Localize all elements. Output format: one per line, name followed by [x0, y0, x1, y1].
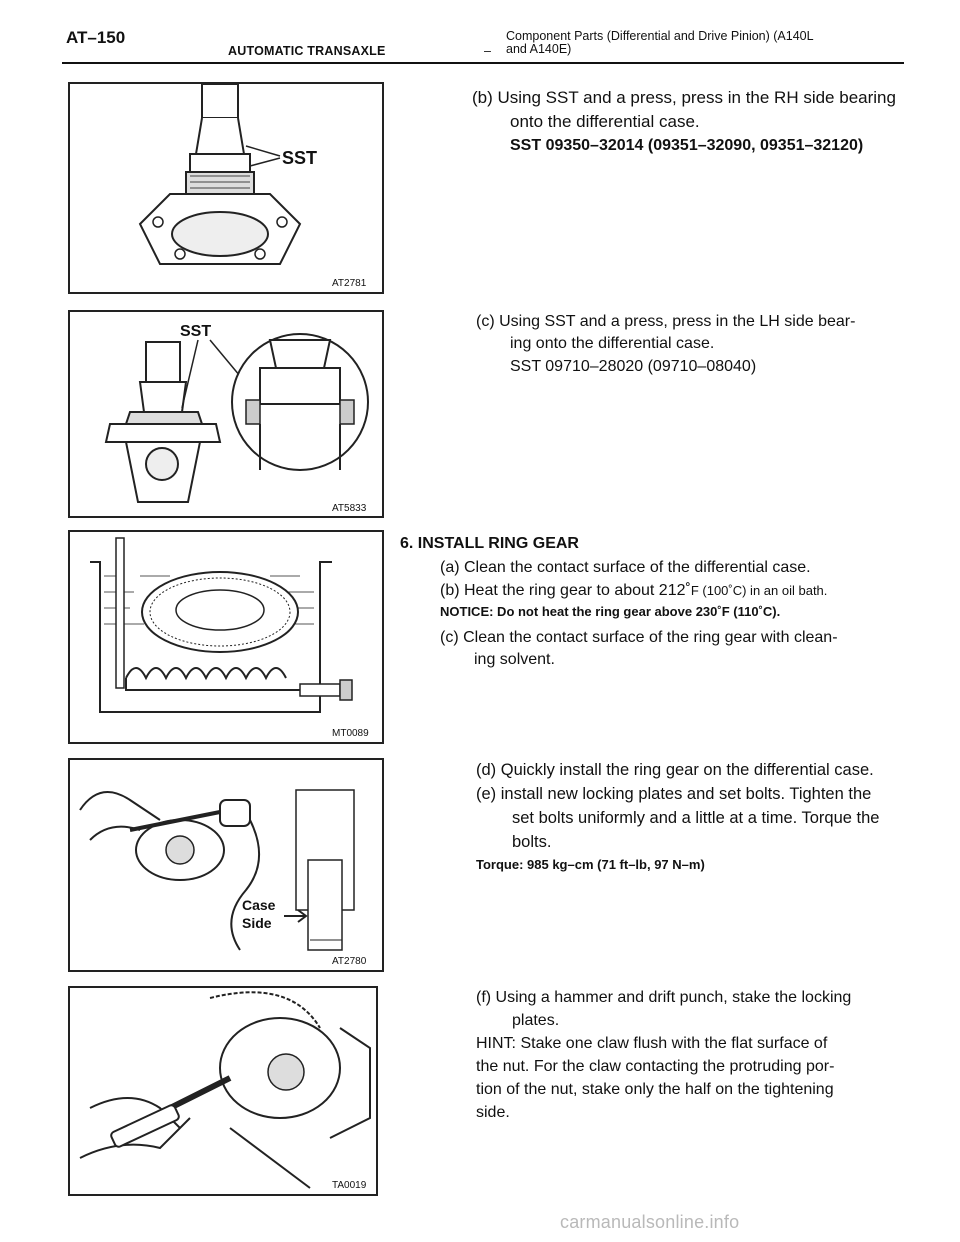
step-f-hint-line1: HINT: Stake one claw flush with the flat surface of — [476, 1035, 828, 1052]
step-c-sst: SST 09710–28020 (09710–08040) — [510, 358, 757, 375]
step-6c-line2: ing solvent. — [474, 651, 555, 668]
ring-gear-bolts-illustration — [70, 760, 382, 970]
step-6-heading: 6. INSTALL RING GEAR — [400, 535, 579, 552]
step-b-line2: onto the differential case. — [510, 112, 700, 131]
lh-bearing-press-illustration — [70, 312, 382, 516]
step-d: (d) Quickly install the ring gear on the differential case. — [476, 761, 874, 779]
step-6b — [440, 579, 827, 603]
rh-bearing-press-illustration — [70, 84, 382, 292]
figure-code: AT5833 — [332, 503, 367, 514]
step-e-line3: bolts. — [512, 833, 552, 851]
step-6-notice: NOTICE: Do not heat the ring gear above 230˚F (110˚C). — [440, 604, 781, 619]
step-6c-line1: (c) Clean the contact surface of the ring gear with clean- — [440, 629, 838, 646]
header-rule — [62, 62, 904, 64]
figure-rh-bearing-press — [68, 82, 384, 294]
step-c-line1: (c) Using SST and a press, press in the LH side bear- — [476, 313, 856, 330]
subsection-title-line1: Component Parts (Differential and Drive Pinion) (A140L — [506, 29, 814, 43]
page-number: AT–150 — [66, 28, 126, 47]
stake-locking-plates-illustration — [70, 988, 376, 1194]
figure-code: AT2780 — [332, 956, 367, 967]
step-e-line1: (e) install new locking plates and set bolts. Tighten the — [476, 785, 872, 803]
step-b-line1: (b) Using SST and a press, press in the RH side bearing — [472, 88, 896, 107]
step-c-line2: ing onto the differential case. — [510, 335, 715, 352]
subsection-title-line2: and A140E) — [506, 42, 572, 56]
subsection-title — [506, 30, 846, 56]
step-b-sst: SST 09350–32014 (09351–32090, 09351–32120) — [510, 137, 864, 154]
step-6b-main: (b) Heat the ring gear to about 212˚ — [440, 582, 691, 599]
case-label: Case — [242, 897, 276, 913]
figure-stake-locking-plates — [68, 986, 378, 1196]
step-f-hint-line3: tion of the nut, stake only the half on the tightening — [476, 1081, 834, 1098]
sst-label: SST — [282, 148, 318, 168]
figure-oil-bath — [68, 530, 384, 744]
section-title: AUTOMATIC TRANSAXLE — [228, 44, 386, 58]
step-e-line2: set bolts uniformly and a little at a time. Torque the — [512, 809, 880, 827]
figure-code: TA0019 — [332, 1180, 367, 1191]
side-label: Side — [242, 915, 272, 931]
figure-code: AT2781 — [332, 278, 367, 289]
step-6b-temp: F (100˚C) in an oil bath. — [690, 583, 828, 598]
step-e-torque: Torque: 985 kg–cm (71 ft–lb, 97 N–m) — [476, 857, 705, 872]
sst-label: SST — [180, 323, 212, 340]
figure-code: MT0089 — [332, 728, 369, 739]
watermark: carmanualsonline.info — [560, 1212, 740, 1232]
step-6a: (a) Clean the contact surface of the differential case. — [440, 559, 811, 576]
figure-ring-gear-bolts — [68, 758, 384, 972]
oil-bath-illustration — [70, 532, 382, 742]
step-f-hint-line2: the nut. For the claw contacting the protruding por- — [476, 1058, 835, 1075]
step-f-line1: (f) Using a hammer and drift punch, stake the locking — [476, 989, 852, 1006]
step-f-hint-line4: side. — [476, 1104, 510, 1121]
step-f-line2: plates. — [512, 1012, 560, 1029]
header-separator: – — [484, 44, 491, 58]
figure-lh-bearing-press — [68, 310, 384, 518]
